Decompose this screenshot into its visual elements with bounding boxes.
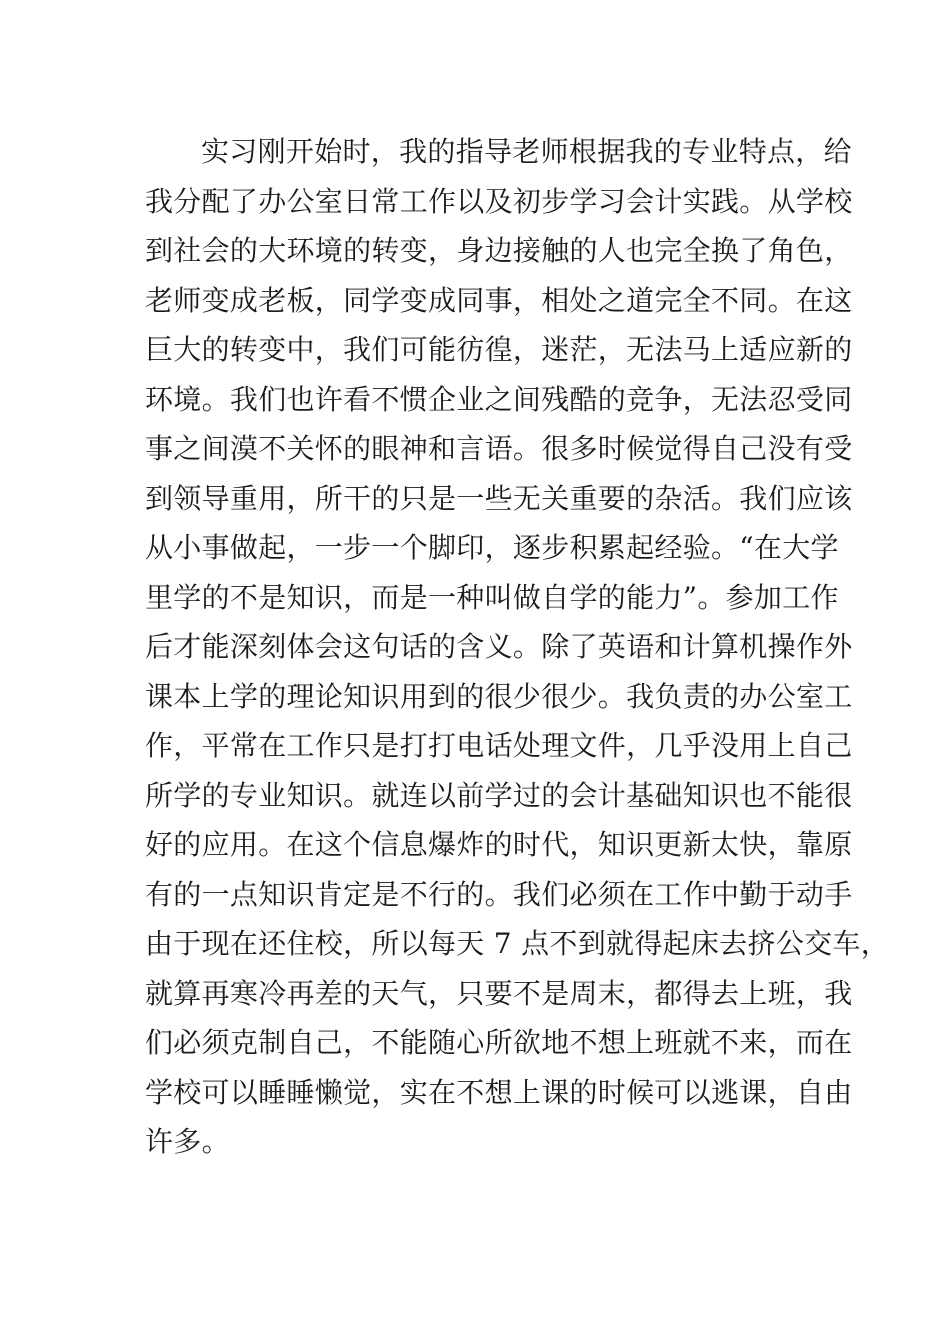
- text-line: 所学的专业知识。就连以前学过的会计基础知识也不能很: [145, 778, 853, 812]
- text-line: 就算再寒冷再差的天气，只要不是周末，都得去上班，我: [145, 976, 853, 1010]
- text-line: 从小事做起，一步一个脚印，逐步积累起经验。“在大学: [145, 531, 839, 564]
- text-line: 课本上学的理论知识用到的很少很少。我负责的办公室工: [145, 679, 853, 713]
- text-line: 事之间漠不关怀的眼神和言语。很多时候觉得自己没有受: [145, 432, 853, 465]
- text-line: 巨大的转变中，我们可能彷徨，迷茫，无法马上适应新的: [145, 333, 853, 366]
- text-line: 们必须克制自己，不能随心所欲地不想上班就不来，而在: [145, 1026, 853, 1059]
- text-line: 由于现在还住校，所以每天 7 点不到就得起床去挤公交车，: [145, 927, 890, 960]
- text-line: 实习刚开始时，我的指导老师根据我的专业特点，给: [201, 135, 852, 168]
- text-line: 我分配了办公室日常工作以及初步学习会计实践。从学校: [145, 184, 853, 218]
- text-line: 里学的不是知识，而是一种叫做自学的能力”。参加工作: [145, 580, 839, 614]
- body-paragraph: [145, 127, 890, 1167]
- text-line: 环境。我们也许看不惯企业之间残酷的竞争，无法忍受同: [145, 382, 853, 416]
- text-line: 学校可以睡睡懒觉，实在不想上课的时候可以逃课，自由: [145, 1075, 853, 1109]
- text-line: 后才能深刻体会这句话的含义。除了英语和计算机操作外: [145, 630, 853, 663]
- text-line: 许多。: [145, 1125, 230, 1158]
- text-line: 有的一点知识肯定是不行的。我们必须在工作中勤于动手: [145, 877, 853, 911]
- text-line: 好的应用。在这个信息爆炸的时代，知识更新太快，靠原: [145, 828, 853, 861]
- text-line: 老师变成老板，同学变成同事，相处之道完全不同。在这: [145, 283, 853, 317]
- text-line: 到领导重用，所干的只是一些无关重要的杂活。我们应该: [145, 481, 853, 515]
- text-line: 到社会的大环境的转变，身边接触的人也完全换了角色，: [145, 234, 853, 267]
- text-line: 作，平常在工作只是打打电话处理文件，几乎没用上自己: [145, 729, 853, 762]
